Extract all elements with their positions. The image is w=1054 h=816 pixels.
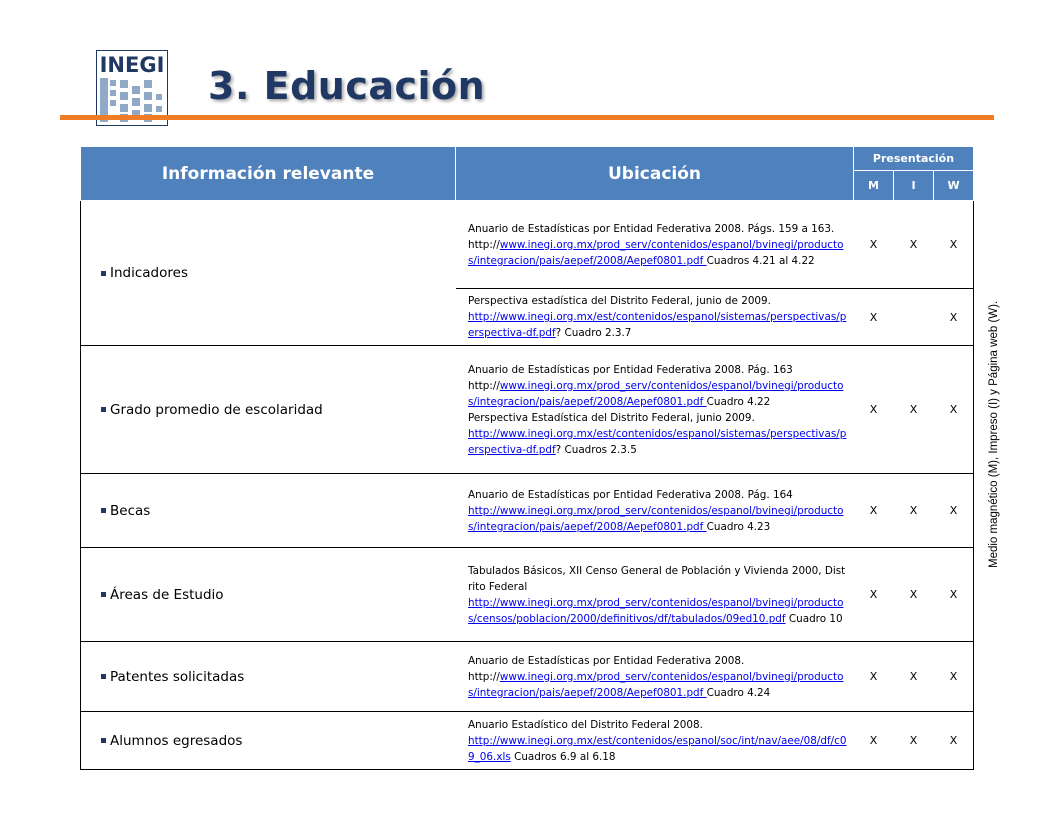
mark-m: X (854, 712, 894, 770)
source-link[interactable]: www.inegi.org.mx/prod_serv/contenidos/espanol/bvinegi/productos/integracion/pais/aepef/2008/Aepef0801.pdf (468, 379, 844, 408)
source-link[interactable]: http://www.inegi.org.mx/prod_serv/contenidos/espanol/bvinegi/productos/integracion/pais/aepef/2008/Aepef0801.pdf (468, 504, 844, 533)
mark-i: X (894, 548, 934, 642)
mark-i: X (894, 201, 934, 289)
bullet-icon (101, 738, 106, 743)
category-alumnos-egresados: Alumnos egresados (81, 712, 456, 770)
location-cell: Anuario de Estadísticas por Entidad Federativa 2008. http://www.inegi.org.mx/prod_serv/contenidos/espanol/bvinegi/productos/integracion/pais/aepef/2008/Aepef0801.pdf Cuadro 4.24 (456, 642, 854, 712)
mark-i: X (894, 642, 934, 712)
mark-w: X (934, 474, 974, 548)
mark-w: X (934, 548, 974, 642)
mark-w: X (934, 201, 974, 289)
bullet-icon (101, 674, 106, 679)
mark-i: X (894, 474, 934, 548)
mark-w: X (934, 289, 974, 346)
location-cell: Anuario Estadístico del Distrito Federal 2008. http://www.inegi.org.mx/est/contenidos/espanol/soc/int/nav/aee/08/df/c09_06.xls Cuadros 6.9 al 6.18 (456, 712, 854, 770)
source-link[interactable]: http://www.inegi.org.mx/est/contenidos/espanol/sistemas/perspectivas/perspectiva-df.pdf (468, 427, 847, 456)
category-becas: Becas (81, 474, 456, 548)
mark-m: X (854, 346, 894, 474)
mark-w: X (934, 642, 974, 712)
header-m: M (854, 171, 894, 201)
mark-m: X (854, 201, 894, 289)
header-i: I (894, 171, 934, 201)
education-table (80, 146, 974, 770)
bullet-icon (101, 407, 106, 412)
category-indicadores: Indicadores (81, 201, 456, 346)
mark-m: X (854, 474, 894, 548)
location-cell: Anuario de Estadísticas por Entidad Federativa 2008. Pág. 164 http://www.inegi.org.mx/prod_serv/contenidos/espanol/bvinegi/productos/integracion/pais/aepef/2008/Aepef0801.pdf Cuadro 4.23 (456, 474, 854, 548)
source-link[interactable]: http://www.inegi.org.mx/est/contenidos/espanol/soc/int/nav/aee/08/df/c09_06.xls (468, 734, 847, 763)
location-cell: Tabulados Básicos, XII Censo General de Población y Vivienda 2000, Distrito Federal http://www.inegi.org.mx/prod_serv/contenidos/espanol/bvinegi/productos/censos/poblacion/2000/definitivos/df/tabulados/09ed10.pdf Cuadro 10 (456, 548, 854, 642)
mark-i: X (894, 712, 934, 770)
mark-i: X (894, 346, 934, 474)
mark-w: X (934, 712, 974, 770)
location-cell: Anuario de Estadísticas por Entidad Federativa 2008. Págs. 159 a 163. http://www.inegi.org.mx/prod_serv/contenidos/espanol/bvinegi/productos/integracion/pais/aepef/2008/Aepef0801.pdf Cuadros 4.21 al 4.22 (456, 201, 854, 289)
location-cell: Anuario de Estadísticas por Entidad Federativa 2008. Pág. 163 http://www.inegi.org.mx/prod_serv/contenidos/espanol/bvinegi/productos/integracion/pais/aepef/2008/Aepef0801.pdf Cuadro 4.22 Perspectiva Estadística del Distrito Federal, junio 2009. http://www.inegi.org.mx/est/contenidos/espanol/sistemas/perspectivas/perspectiva-df.pdf? Cuadros 2.3.5 (456, 346, 854, 474)
bullet-icon (101, 271, 106, 276)
page-title: 3. Educación (208, 64, 486, 108)
mark-w: X (934, 346, 974, 474)
mark-m: X (854, 642, 894, 712)
mark-m: X (854, 548, 894, 642)
side-note: Medio magnético (M), Impreso (I) y Página web (W). (988, 300, 1000, 568)
header-w: W (934, 171, 974, 201)
source-link[interactable]: www.inegi.org.mx/prod_serv/contenidos/espanol/bvinegi/productos/integracion/pais/aepef/2008/Aepef0801.pdf (468, 670, 844, 699)
mark-i (894, 289, 934, 346)
location-cell: Perspectiva estadística del Distrito Federal, junio de 2009. http://www.inegi.org.mx/est/contenidos/espanol/sistemas/perspectivas/perspectiva-df.pdf? Cuadro 2.3.7 (456, 289, 854, 346)
source-link[interactable]: http://www.inegi.org.mx/prod_serv/contenidos/espanol/bvinegi/productos/censos/poblacion/2000/definitivos/df/tabulados/09ed10.pdf (468, 596, 844, 625)
header-informacion: Información relevante (81, 147, 456, 201)
mark-m: X (854, 289, 894, 346)
category-areas-estudio: Áreas de Estudio (81, 548, 456, 642)
bullet-icon (101, 508, 106, 513)
category-grado-promedio: Grado promedio de escolaridad (81, 346, 456, 474)
source-link[interactable]: http://www.inegi.org.mx/est/contenidos/espanol/sistemas/perspectivas/perspectiva-df.pdf (468, 311, 847, 339)
logo-text: INEGI (99, 53, 165, 77)
header-ubicacion: Ubicación (456, 147, 854, 201)
title-underline (60, 115, 994, 120)
source-link[interactable]: www.inegi.org.mx/prod_serv/contenidos/espanol/bvinegi/productos/integracion/pais/aepef/2008/Aepef0801.pdf (468, 238, 844, 267)
header-presentacion: Presentación (854, 147, 974, 171)
category-patentes: Patentes solicitadas (81, 642, 456, 712)
bullet-icon (101, 592, 106, 597)
